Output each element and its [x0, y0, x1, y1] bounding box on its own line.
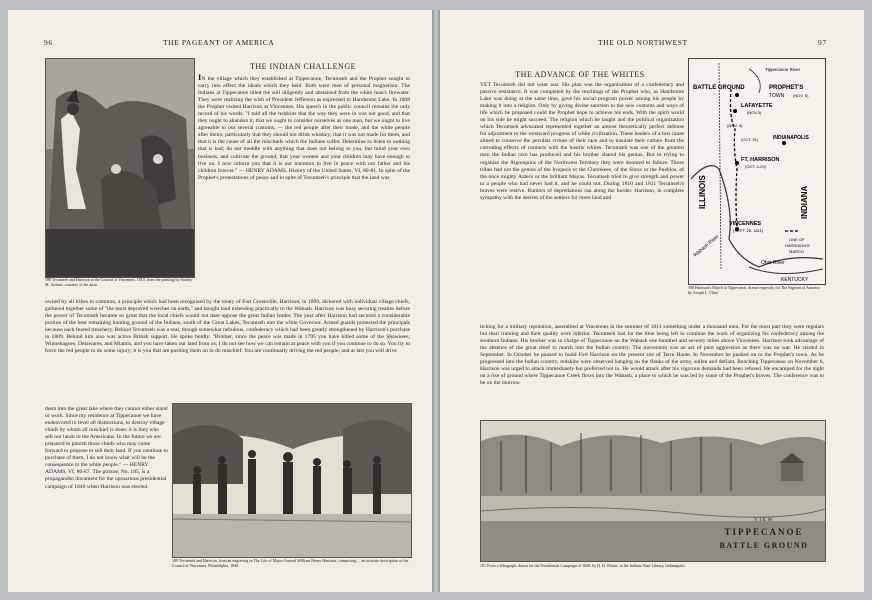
left-paragraph-1-text: N the village which they established at Tippecanoe, Tecumseh and the Prophet sought to carry into effect the ideals which they held. Both were men of personal magnetism. The Indians at Tippecanoe tilled the soil diligently and abstained from the white man's firewater. They were realizing the wish of President Jefferson as expressed to Handsome Lake. In 1808 the Prophet visited Harrison at Vincennes. His speech in the public council remains the only record of his words. "I told all the redskins that the way they were in was not good, and that they ought to abandon it; that we ought to consider ourselves as one man, but we ought to live agreeable to our several customs, — the red people after their mode, and the white people after theirs; particularly that they should not drink whiskey; that it was not made for them, and that it is the cause of all the mischiefs which the Indians suffer. Determine to listen to nothing that is bad; do not meddle with anything that does not belong to you, but mind your own business, and cultivate the ground, that your women and your children may have enough to live on. I now inform you that it is our intention to live in peace with our father and his children forever." — HENRY ADAMS, History of the United States, VI, 80-81. In spite of the Prophet's protestations of peace and in spite of Tecumseh's principle that the land was — [198, 76, 410, 181]
left-paragraph-1-narrow — [198, 74, 410, 299]
right-running-head: THE OLD NORTHWEST — [598, 38, 688, 47]
map-label-illinois: ILLINOIS — [698, 175, 707, 209]
caption-191: 191 From a lithograph, drawn for the Presidential Campaign of 1840, by H. H. Winter, in the Indiana State Library, Indianapolis — [480, 564, 686, 568]
caption-189: 189 Tecumseh and Harrison, from an engraving in The Life of Major-General William Henry Harrison, comprising ... an accurate description of the Council at Vincennes, Philadelphia, 1840 — [172, 559, 409, 568]
left-page — [8, 10, 432, 592]
map-label-lafayette-date: (NOV.3) — [747, 110, 762, 115]
figure-188-painting — [45, 58, 195, 278]
map-label-wabash: Wabash River — [692, 233, 721, 259]
map-label-lafayette: LAFAYETTE — [741, 103, 773, 109]
map-legend-1: LINE OF — [789, 237, 805, 242]
indianapolis-marker — [782, 141, 786, 145]
map-label-prophets-town: PROPHET'S — [769, 85, 804, 91]
map-label-tippecanoe-river: Tippecanoe River — [765, 67, 801, 72]
tippecanoe-lithograph — [481, 421, 825, 561]
map-label-oct31: (OCT. 31) — [741, 137, 759, 142]
left-paragraph-1-wide: owned by all tribes in common, a principle which had been recognized by the treaty of Fort Greenville, Harrison, in 1809, dickered with individual village chiefs, gathered together some of "the most depraved wretches on earth," and bought land extending practically to the Wabash. Harrison was busy securing treaties before the power of Tecumseh became so great that the local chiefs would not dare oppose the great Indian leader. The year after Harrison had secured a considerable portion of the best remaining hunting ground of the Indians, south of the Great Lakes, Tecumseh met the white Governor. Armed guards protected the principals because each feared treachery. Behind Tecumseh was a real, though somewhat nebulous, confederacy which had been greatly strengthened by Harrison's purchase in 1809. Behind him also was active British support. He spoke boldly. "Brother, since the peace was made in 1795 you have killed some of the Shawnees, Winnebagoes, Delawares, and Miamis, and you have taken our land from us; I do not see how we can remain at peace with you if you continue to do so. You try to force the red people to do some injury; it is you that are pushing them on to do mischief. You are continually driving the red people; and at last you will drive — [45, 299, 410, 355]
tippecanoe-river-line — [749, 69, 760, 93]
map-label-nov6: (NOV. 6) — [793, 93, 809, 98]
lafayette-marker — [733, 109, 737, 113]
map-legend-3: MARCH — [789, 249, 804, 254]
right-page-number: 97 — [818, 38, 827, 47]
caption-190: 190 Harrison's March to Tippecanoe, drawn expressly for The Pageant of America by Joseph L. Cline — [688, 286, 820, 295]
engraving-illustration — [173, 404, 411, 557]
left-page-number: 96 — [44, 38, 53, 47]
right-paragraph-1-wide: itching for a military reputation, assembled at Vincennes in the summer of 1811 something under a thousand men. For the most part they were regulars but their training and their quality were inferior. Tecumseh had for the time being left to continue the work of organizing his confederacy among the southern Indians. His brother was in charge of Tippecanoe on the Wabash one hundred and seventy miles above Vincennes. Harrison took advantage of the absence of the great chief to march into the Indian country. The movement was an act of pure aggression as there was no war. He started in September. In October he paused to build Fort Harrison on the present site of Terre Haute. In November he pushed on to the Prophet's town. As he progressed into the Indian country, redskins were observed hanging on the flanks of the army, sullen and defiant. Reaching Tippecanoe on November 6, Harrison was urged to attack immediately but preferred not to. He would attack after his vigorous demands had been refused. He encamped for the night on a rise of ground where Tippecanoe Creek flows into the Wabash, a place to which he was led by some of the Prophet's braves. The conference was to be on the morrow. — [480, 324, 824, 387]
litho-battleground-label: BATTLE GROUND — [719, 541, 809, 550]
ohio-river-line — [749, 267, 823, 274]
map-label-ohio: Ohio River — [761, 260, 785, 266]
map-label-vincennes: VINCENNES — [729, 221, 762, 227]
ft-harrison-marker — [735, 161, 739, 165]
section-title-advance-whites: THE ADVANCE OF THE WHITES — [515, 70, 645, 79]
battleground-marker — [735, 93, 739, 97]
figure-191-lithograph — [480, 420, 826, 562]
caption-188: 188 Tecumseh and Harrison at the Council at Vincennes, 1810, from the painting by Stanley M. Arthurs, courtesy of the artist — [45, 278, 193, 287]
council-painting-illustration — [46, 59, 194, 277]
map-label-ft-harrison-dates: (OCT. 3-29) — [745, 164, 766, 169]
map-label-vincennes-date: (SEPT. 26, 1811) — [733, 228, 764, 233]
litho-tippecanoe-label: TIPPECANOE — [724, 527, 804, 537]
map-label-indiana: INDIANA — [800, 185, 809, 219]
left-paragraph-2: them into the great lake where they cannot either stand or work. Since my residence at Tippecanoe we have endeavored to level all distinctions, to destroy village chiefs by whom all mischief is done; it is they who sell our lands to the Americans. In the future we are prepared to punish those chiefs who may come forward to propose to sell their land. If you continue to purchase of them, I do not know what will be the consequence to the white people." — HENRY ADAMS, VI, 86-87. The picture, No. 185, is a propagandist document for the uproarious presidential campaign of 1840 when Harrison was elected. — [45, 406, 168, 490]
drop-cap: I — [198, 74, 202, 82]
section-title-indian-challenge: THE INDIAN CHALLENGE — [250, 62, 356, 71]
figure-190-map — [688, 58, 826, 285]
litho-view-label: VIEW — [753, 517, 775, 523]
map-label-battleground: BATTLE GROUND — [693, 85, 745, 91]
map-label-town: TOWN — [769, 93, 785, 99]
figure-189-engraving — [172, 403, 412, 558]
harrison-march-map — [689, 59, 825, 284]
book-gutter — [432, 10, 440, 592]
right-page — [440, 10, 864, 592]
map-label-nov4: (NOV. 4) — [727, 123, 743, 128]
map-label-ft-harrison: FT. HARRISON — [741, 157, 780, 163]
map-label-indianapolis: INDIANAPOLIS — [773, 135, 809, 141]
right-paragraph-1-narrow: YET Tecumseh did not want war. His plan was the organization of a confederacy and passive resistance. It was completed by the teachings of the Prophet who, as Handsome Lake was doing at the same time, gave his social program power among his people by making it into a religion. Only by giving divine sanction to the new customs and ways of life which he proposed could the Prophet hope to achieve his ends. With the spirit world on his side he might succeed. The religion which he taught and the political organization which Tecumseh advocated represented together an almost theoretically perfect defense for adjustment to the westward progress of white civilization. These leaders of a lost cause aimed to conserve the peculiar virtues of their race and to insulate their culture from the corroding effects of contacts with the hostile whites. Tecumseh was one of the greatest men the Indian race has produced and his brother shared his genius. But in trying to organize the Algonquins of the Northwest Territory they were doomed to failure. Those tribes had not the genius of the Iroquois or the Cherokees, of the Sioux or the Pueblos, of the once mighty Aztecs or the brilliant Mayas. Tecumseh tried to give strength and power to a people who had never had it, and he could not. During 1810 and 1811 Tecumseh's braves were restive. Rumors of depredations ran along the border. Harrison, in complete sympathy with the desires of the settlers for more land and — [480, 82, 684, 201]
map-legend-2: HARRISON'S — [785, 243, 810, 248]
map-label-kentucky: KENTUCKY — [781, 277, 809, 283]
left-running-head: THE PAGEANT OF AMERICA — [163, 38, 275, 47]
